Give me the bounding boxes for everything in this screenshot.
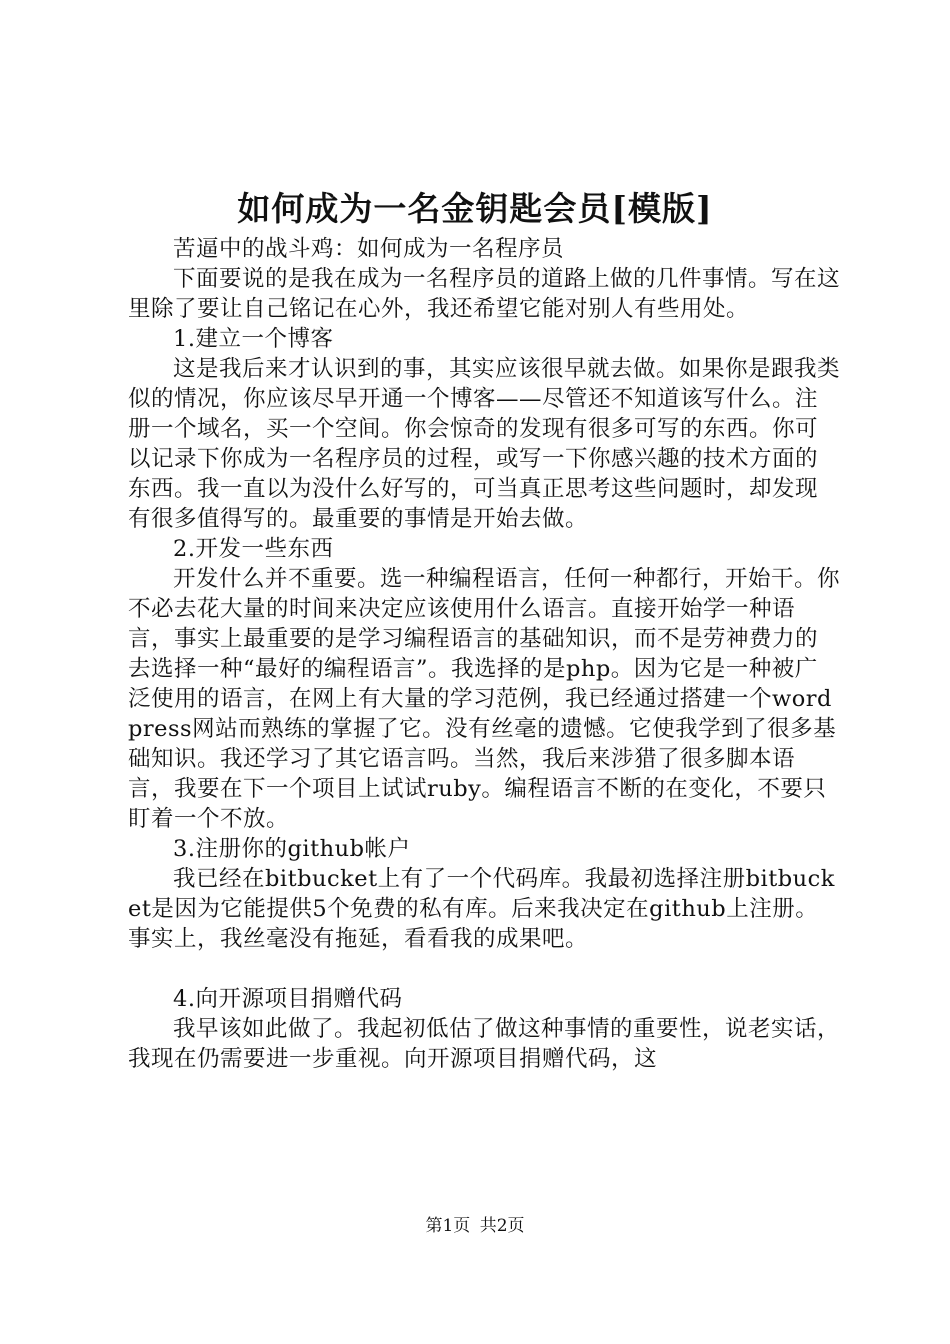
section-heading: 3.注册你的github帐户 [173, 836, 411, 862]
blank-line [128, 954, 840, 984]
body-paragraph: 我已经在bitbucket上有了一个代码库。我最初选择注册bitbucket是因为它能提供5个免费的私有库。后来我决定在github上注册。事实上，我丝毫没有拖延，看看我的成果吧。 [128, 866, 835, 952]
document-title: 如何成为一名金钥匙会员[模版] [237, 189, 713, 228]
document-body [128, 234, 840, 1074]
body-paragraph: 我早该如此做了。我起初低估了做这种事情的重要性，说老实话，我现在仍需要进一步重视。向开源项目捐赠代码，这 [128, 1016, 841, 1072]
section-heading: 4.向开源项目捐赠代码 [173, 986, 403, 1012]
body-paragraph: 这是我后来才认识到的事，其实应该很早就去做。如果你是跟我类似的情况，你应该尽早开通一个博客——尽管还不知道该写什么。注册一个域名，买一个空间。你会惊奇的发现有很多可写的东西。你可以记录下你成为一名程序员的过程，或写一下你感兴趣的技术方面的东西。我一直以为没什么好写的，可当真正思考这些问题时，却发现有很多值得写的。最重要的事情是开始去做。 [128, 356, 841, 532]
page-number: 第1页 [425, 1216, 471, 1236]
page-footer [0, 1214, 950, 1238]
section-heading: 2.开发一些东西 [173, 536, 334, 562]
section-heading: 1.建立一个博客 [173, 326, 334, 352]
body-paragraph: 下面要说的是我在成为一名程序员的道路上做的几件事情。写在这里除了要让自己铭记在心外，我还希望它能对别人有些用处。 [128, 266, 841, 322]
body-paragraph: 开发什么并不重要。选一种编程语言，任何一种都行，开始干。你不必去花大量的时间来决定应该使用什么语言。直接开始学一种语言，事实上最重要的是学习编程语言的基础知识，而不是劳神费力的去选择一种“最好的编程语言”。我选择的是php。因为它是一种被广泛使用的语言，在网上有大量的学习范例，我已经通过搭建一个wordpress网站而熟练的掌握了它。没有丝毫的遗憾。它使我学到了很多基础知识。我还学习了其它语言吗。当然，我后来涉猎了很多脚本语言，我要在下一个项目上试试ruby。编程语言不断的在变化，不要只盯着一个不放。 [128, 566, 841, 832]
page-total: 共2页 [479, 1216, 525, 1236]
section-heading: 苦逼中的战斗鸡：如何成为一名程序员 [173, 236, 565, 262]
